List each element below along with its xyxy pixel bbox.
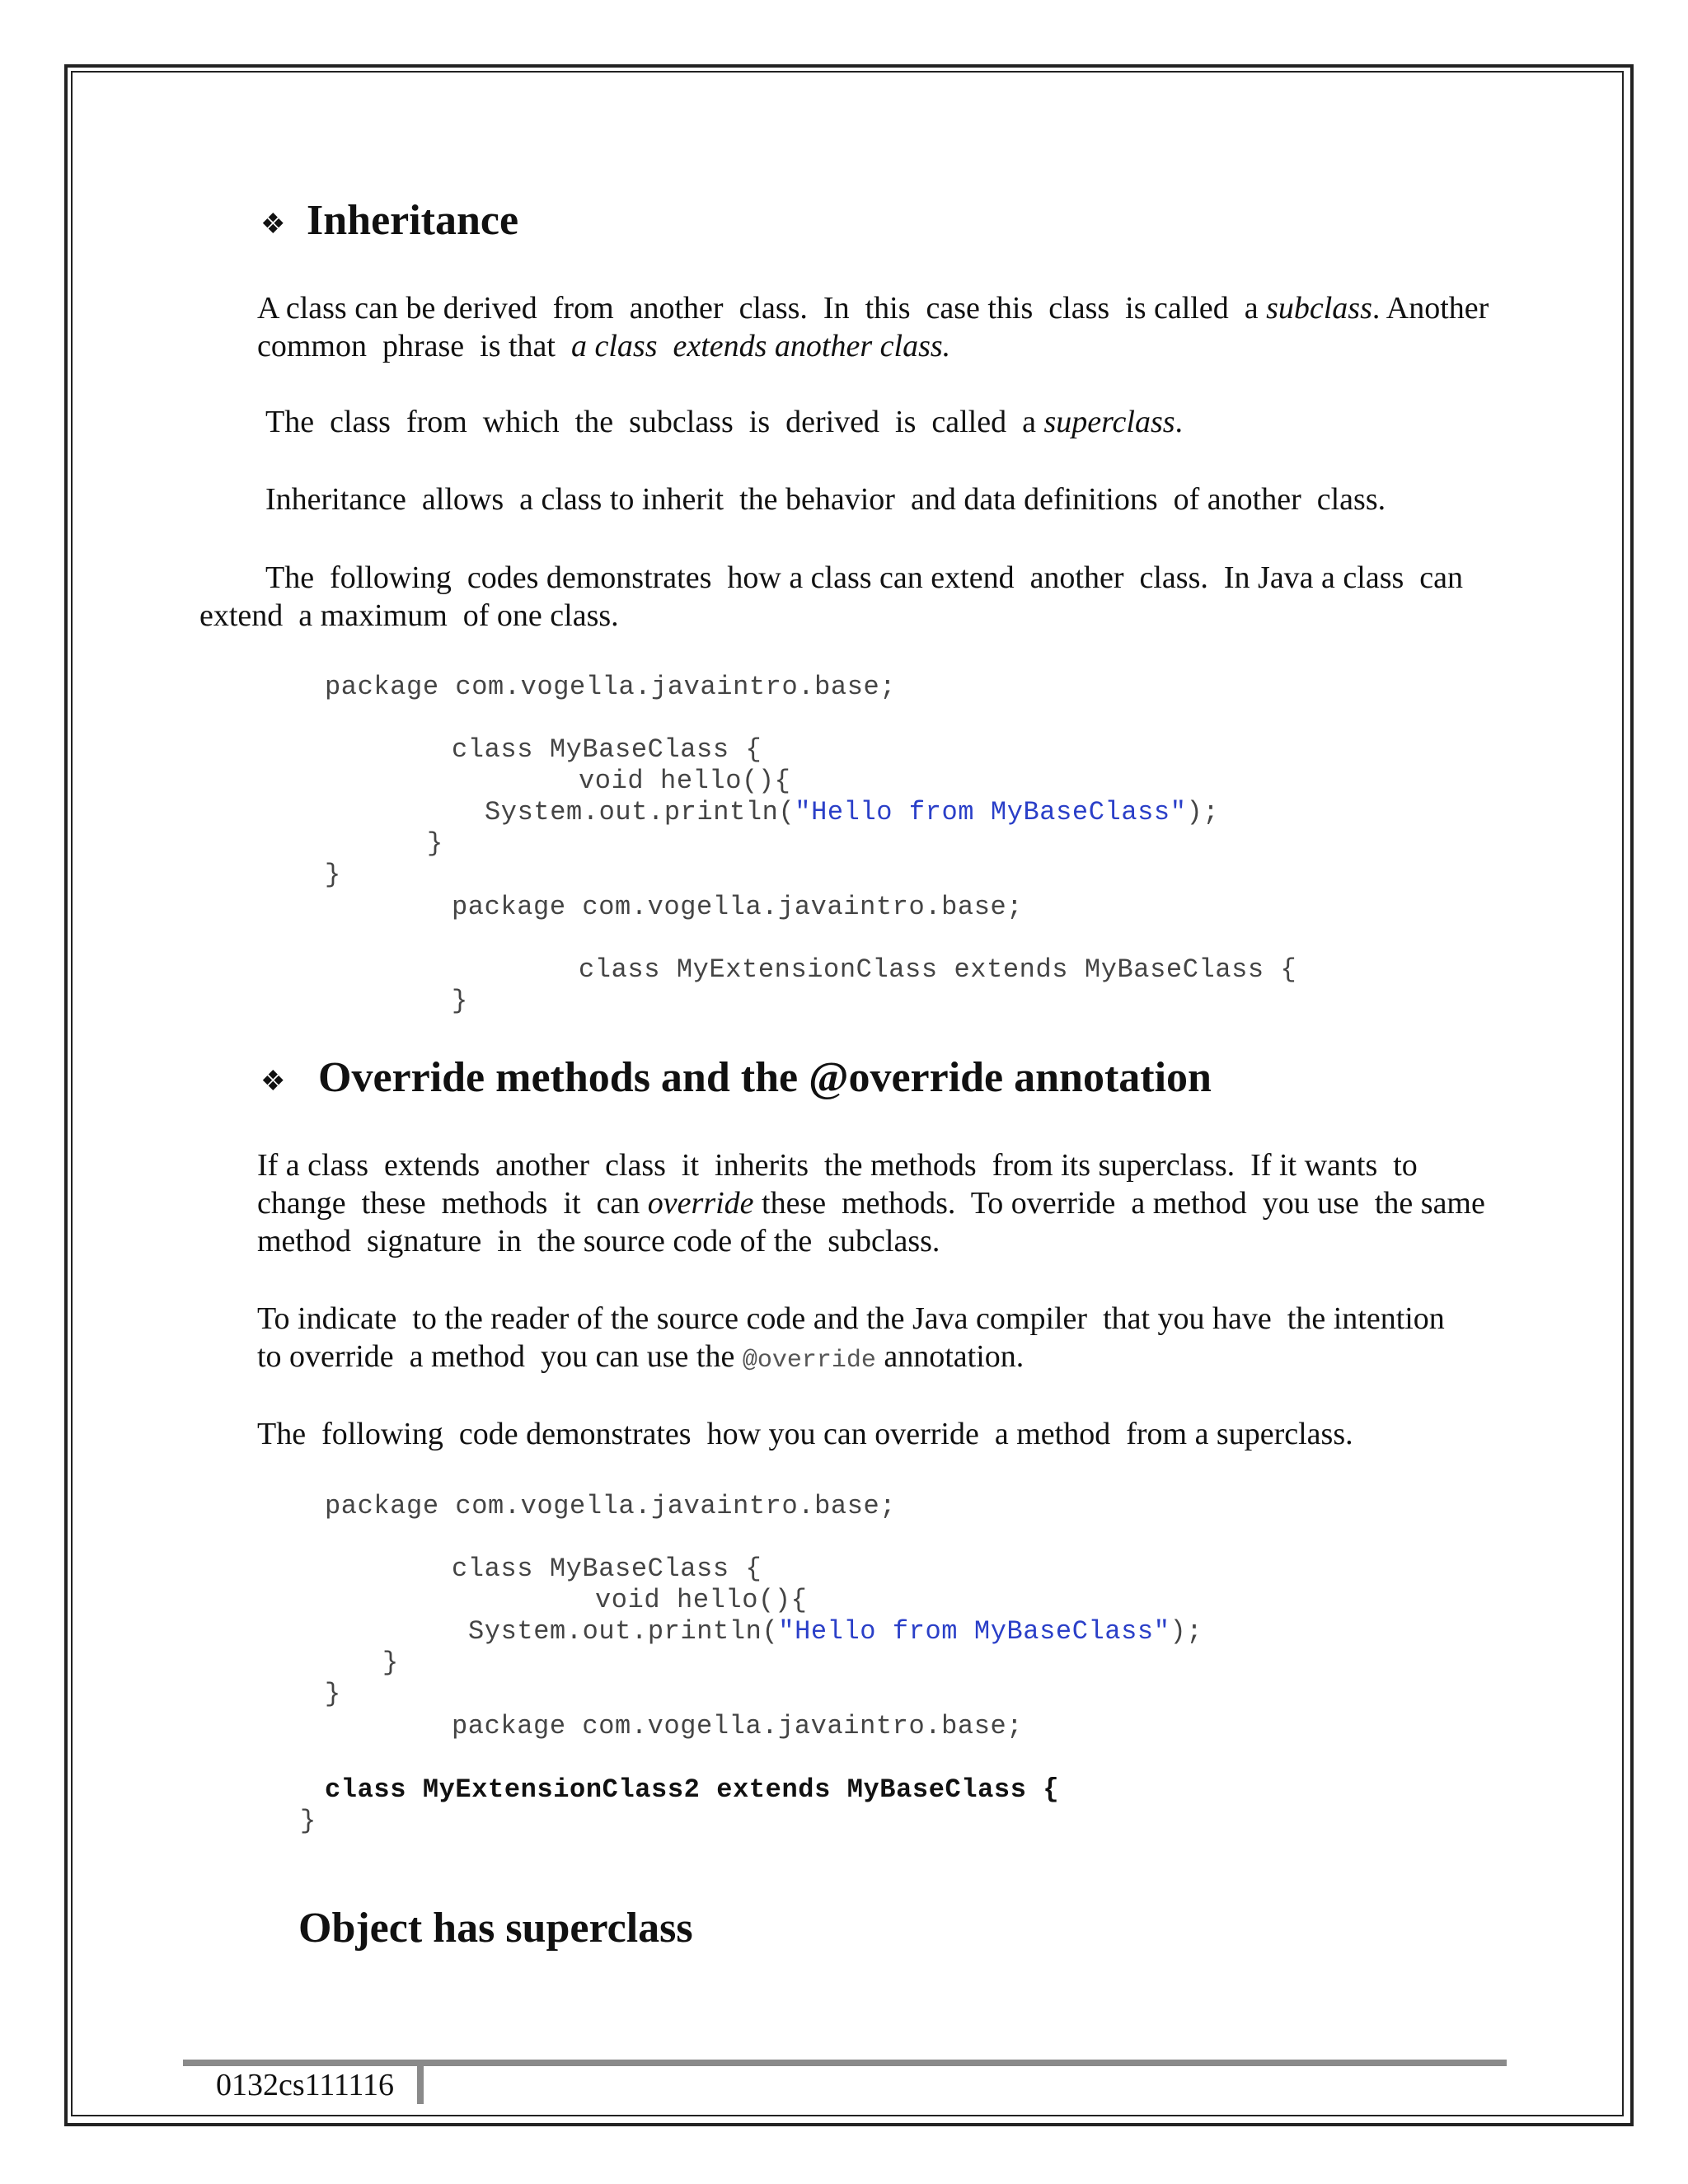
code-line: class MyBaseClass { — [452, 1554, 762, 1584]
paragraph-override-1-line2: change these methods it can override these methods. To override a method you use the same — [257, 1186, 1485, 1221]
code-line: } — [427, 828, 443, 859]
paragraph-inheritance-1: A class can be derived from another class. In this case this class is called a subclass. Another — [257, 291, 1489, 326]
footer-divider — [417, 2066, 424, 2104]
paragraph-inheritance-4: The following codes demonstrates how a class can extend another class. In Java a class can — [265, 560, 1464, 595]
code-line: } — [325, 860, 341, 890]
paragraph-override-1-line3: method signature in the source code of the subclass. — [257, 1224, 940, 1258]
code-line: } — [300, 1806, 316, 1836]
paragraph-override-1: If a class extends another class it inherits the methods from its superclass. If it wants to — [257, 1148, 1418, 1183]
code-line: } — [325, 1679, 341, 1709]
heading-override: Override methods and the @override annotation — [318, 1054, 1212, 1101]
code-line: } — [452, 986, 468, 1016]
code-line: System.out.println("Hello from MyBaseClass"); — [485, 797, 1220, 827]
code-line: void hello(){ — [579, 766, 791, 796]
code-line: package com.vogella.javaintro.base; — [325, 1491, 897, 1521]
footer-id: 0132cs111116 — [216, 2068, 395, 2102]
code-line: class MyBaseClass { — [452, 734, 762, 765]
code-line: class MyExtensionClass extends MyBaseClass { — [579, 954, 1297, 985]
paragraph-override-3: The following code demonstrates how you can override a method from a superclass. — [257, 1417, 1353, 1451]
paragraph-inheritance-2: The class from which the subclass is derived is called a superclass. — [265, 405, 1184, 439]
code-line: package com.vogella.javaintro.base; — [452, 892, 1024, 922]
diamond-bullet-icon: ❖ — [260, 209, 286, 240]
paragraph-inheritance-4-line2: extend a maximum of one class. — [199, 598, 619, 633]
paragraph-override-2: To indicate to the reader of the source code and the Java compiler that you have the intention — [257, 1301, 1445, 1336]
code-line: System.out.println("Hello from MyBaseClass"); — [468, 1616, 1203, 1647]
paragraph-inheritance-3: Inheritance allows a class to inherit the behavior and data definitions of another class. — [265, 482, 1386, 517]
footer-rule — [183, 2060, 1507, 2066]
override-annotation-code: @override — [742, 1347, 876, 1375]
code-line: class MyExtensionClass2 extends MyBaseClass { — [325, 1774, 1060, 1805]
diamond-bullet-icon: ❖ — [260, 1066, 286, 1097]
code-line: void hello(){ — [595, 1585, 808, 1615]
paragraph-override-2-line2: to override a method you can use the @override annotation. — [257, 1339, 1025, 1375]
code-line: package com.vogella.javaintro.base; — [325, 672, 897, 702]
paragraph-inheritance-1-line2: common phrase is that a class extends another class. — [257, 329, 951, 363]
code-line: package com.vogella.javaintro.base; — [452, 1711, 1024, 1741]
code-line: } — [382, 1647, 399, 1678]
heading-inheritance: Inheritance — [307, 197, 519, 244]
heading-object-superclass: Object has superclass — [298, 1905, 693, 1952]
